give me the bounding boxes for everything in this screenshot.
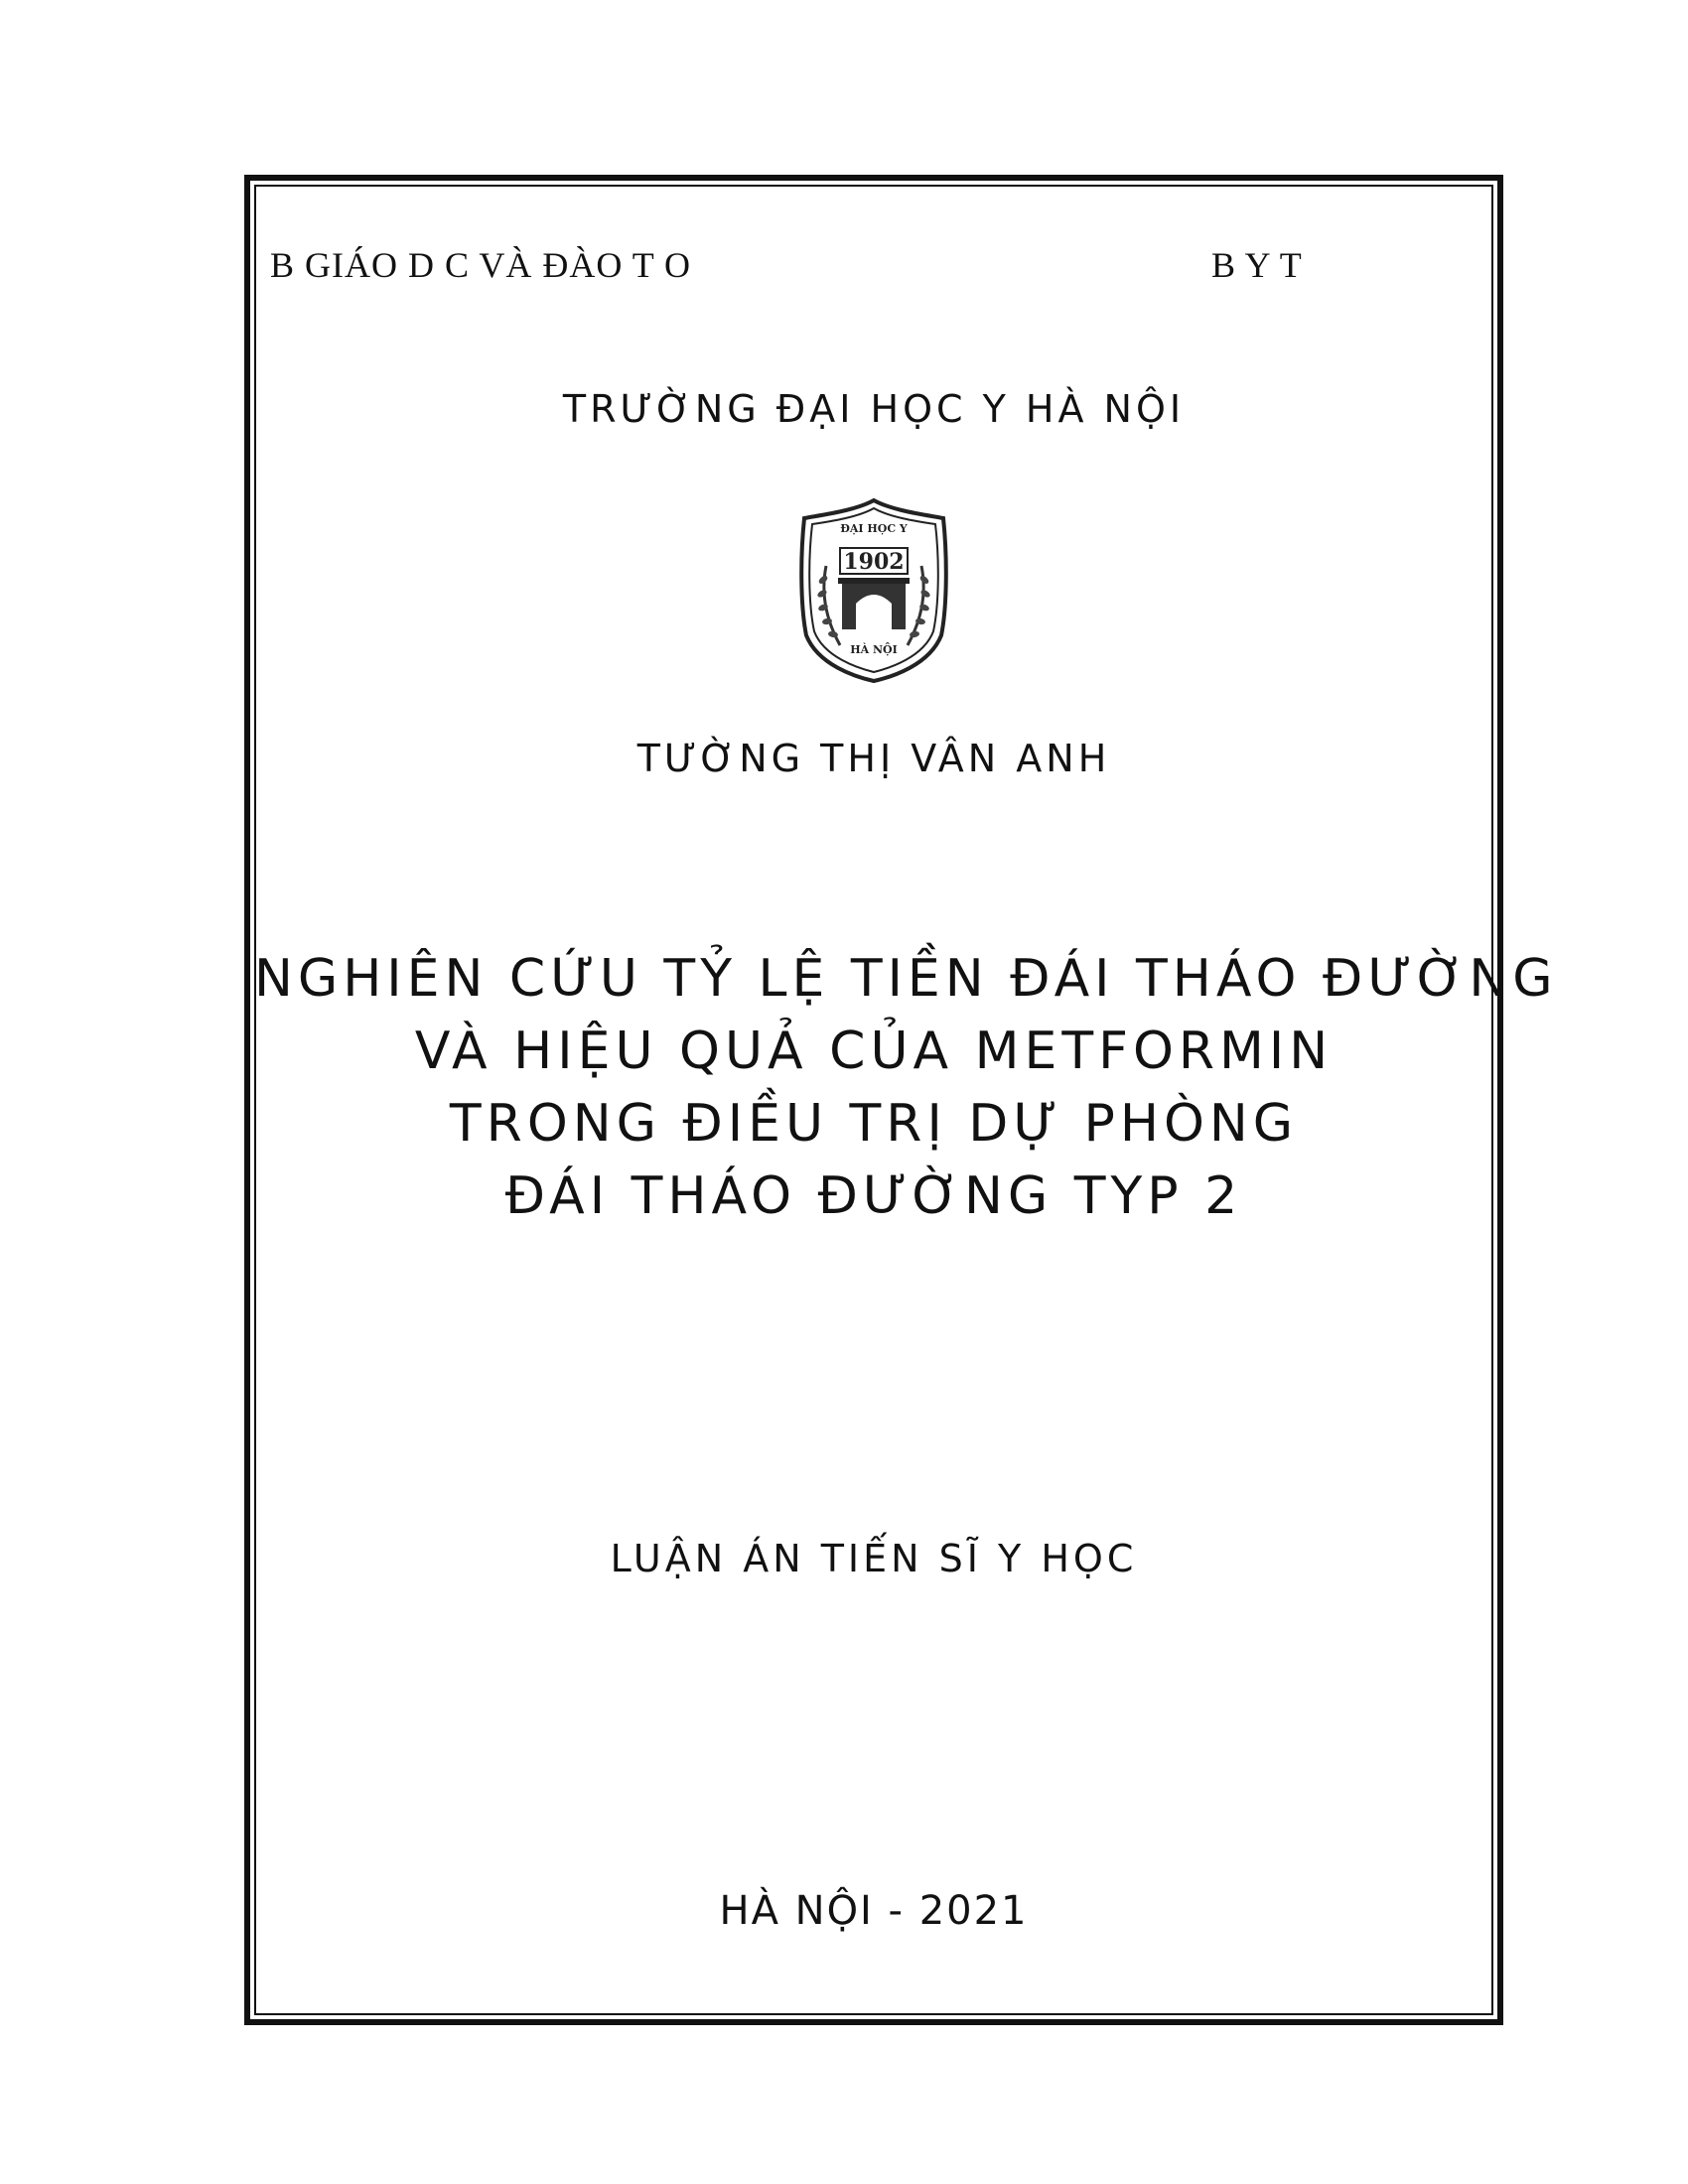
title-line-4: ĐÁI THÁO ĐƯỜNG TYP 2 bbox=[504, 1166, 1243, 1226]
ministry-health: B Y T bbox=[1211, 245, 1303, 285]
university-logo bbox=[796, 496, 951, 683]
logo-year: 1902 bbox=[843, 549, 905, 575]
ministry-education: B GIÁO D C VÀ ĐÀO T O bbox=[270, 245, 692, 285]
degree-type: LUẬN ÁN TIẾN SĨ Y HỌC bbox=[610, 1537, 1138, 1580]
title-line-1: NGHIÊN CỨU TỶ LỆ TIỀN ĐÁI THÁO ĐƯỜNG bbox=[254, 949, 1558, 1009]
logo-top-text: ĐẠI HỌC Y bbox=[840, 522, 908, 535]
author-name: TƯỜNG THỊ VÂN ANH bbox=[636, 737, 1111, 780]
thesis-title bbox=[254, 943, 1558, 1233]
title-line-3: TRONG ĐIỀU TRỊ DỰ PHÒNG bbox=[449, 1094, 1299, 1154]
place-year: HÀ NỘI - 2021 bbox=[719, 1888, 1029, 1934]
title-line-2: VÀ HIỆU QUẢ CỦA METFORMIN bbox=[414, 1022, 1334, 1081]
university-name: TRƯỜNG ĐẠI HỌC Y HÀ NỘI bbox=[562, 387, 1186, 431]
logo-bottom-text: HÀ NỘI bbox=[850, 643, 898, 656]
